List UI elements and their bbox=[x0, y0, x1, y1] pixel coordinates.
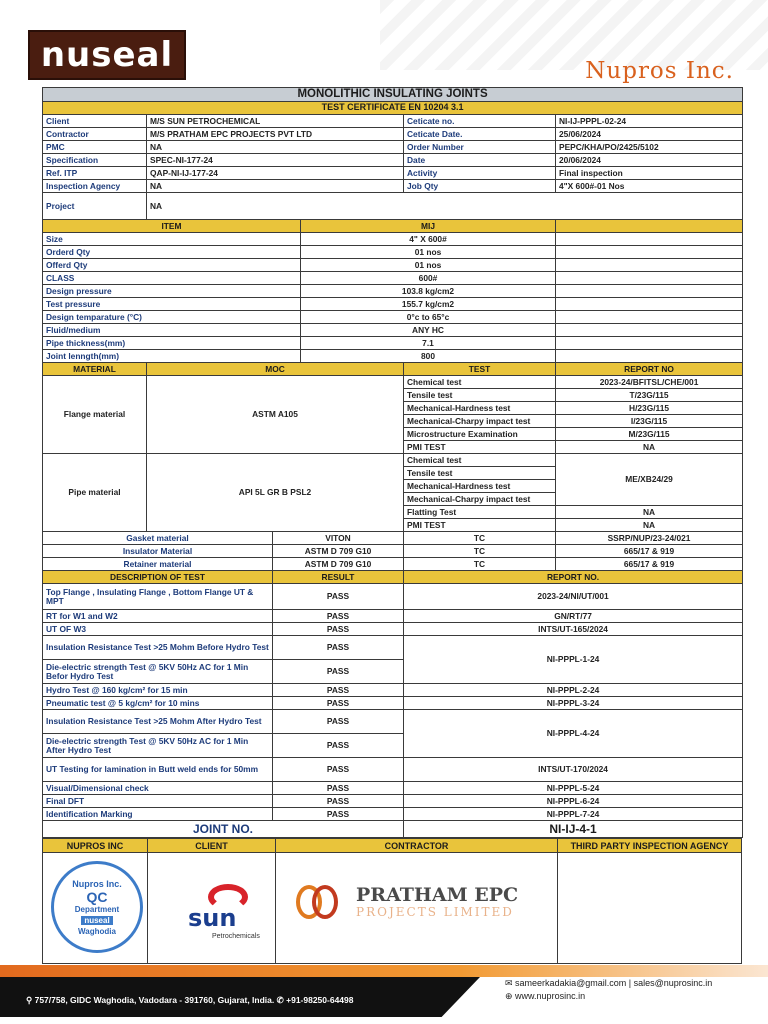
info-row bbox=[43, 128, 743, 141]
test-description: Top Flange , Insulating Flange , Bottom Flange UT & MPT bbox=[43, 584, 273, 610]
info-label: Specification bbox=[43, 154, 147, 167]
test-report: 2023-24/NI/UT/001 bbox=[404, 584, 743, 610]
test-header: TEST bbox=[404, 363, 556, 376]
component-test: TC bbox=[404, 532, 556, 545]
info-value: 25/06/2024 bbox=[556, 128, 743, 141]
item-value: 600# bbox=[301, 272, 556, 285]
subtitle-row bbox=[43, 102, 743, 115]
test-row bbox=[43, 808, 743, 821]
report-no: NA bbox=[556, 519, 743, 532]
test-name: PMI TEST bbox=[404, 519, 556, 532]
item-label: Pipe thickness(mm) bbox=[43, 337, 301, 350]
test-row bbox=[43, 795, 743, 808]
item-label: Design pressure bbox=[43, 285, 301, 298]
item-row bbox=[43, 233, 743, 246]
test-name: Mechanical-Hardness test bbox=[404, 480, 556, 493]
component-test: TC bbox=[404, 545, 556, 558]
info-value: Final inspection bbox=[556, 167, 743, 180]
item-value: 01 nos bbox=[301, 246, 556, 259]
test-report: NI-PPPL-7-24 bbox=[404, 808, 743, 821]
nupros-sign-box bbox=[43, 839, 148, 963]
component-row bbox=[43, 558, 743, 571]
test-name: Flatting Test bbox=[404, 506, 556, 519]
item-row bbox=[43, 259, 743, 272]
test-description: UT OF W3 bbox=[43, 623, 273, 636]
item-label: Joint lenngth(mm) bbox=[43, 350, 301, 363]
joint-value: NI-IJ-4-1 bbox=[404, 821, 743, 838]
test-result: PASS bbox=[273, 734, 404, 758]
component-name: Gasket material bbox=[43, 532, 273, 545]
sun-logo-sub: Petrochemicals bbox=[212, 933, 260, 940]
test-description: RT for W1 and W2 bbox=[43, 610, 273, 623]
footer-stripe bbox=[0, 965, 768, 977]
test-report: NI-PPPL-3-24 bbox=[404, 697, 743, 710]
moc-header: MOC bbox=[147, 363, 404, 376]
blank-cell bbox=[556, 259, 743, 272]
item-label: Fluid/medium bbox=[43, 324, 301, 337]
test-description: Pneumatic test @ 5 kg/cm² for 10 mins bbox=[43, 697, 273, 710]
test-result: PASS bbox=[273, 584, 404, 610]
item-row bbox=[43, 311, 743, 324]
test-description: Visual/Dimensional check bbox=[43, 782, 273, 795]
tpi-sign-header: THIRD PARTY INSPECTION AGENCY bbox=[558, 839, 741, 853]
pipe-material: Pipe material bbox=[43, 454, 147, 532]
contractor-sign-box bbox=[276, 839, 558, 963]
component-report: 665/17 & 919 bbox=[556, 558, 743, 571]
component-report: 665/17 & 919 bbox=[556, 545, 743, 558]
blank-cell bbox=[556, 311, 743, 324]
test-report: GN/RT/77 bbox=[404, 610, 743, 623]
item-row bbox=[43, 324, 743, 337]
blank-cell bbox=[556, 246, 743, 259]
client-sign-header: CLIENT bbox=[148, 839, 275, 853]
report-header: REPORT NO bbox=[556, 363, 743, 376]
contractor-sign-header: CONTRACTOR bbox=[276, 839, 557, 853]
test-name: Tensile test bbox=[404, 389, 556, 402]
info-label: Ref. ITP bbox=[43, 167, 147, 180]
test-result: PASS bbox=[273, 610, 404, 623]
pratham-sub: PROJECTS LIMITED bbox=[356, 904, 514, 919]
test-row bbox=[43, 697, 743, 710]
joint-label: JOINT NO. bbox=[43, 821, 404, 838]
item-value: ANY HC bbox=[301, 324, 556, 337]
report-no: NA bbox=[556, 441, 743, 454]
email-text[interactable]: sameerkadakia@gmail.com | sales@nuprosinc.in bbox=[515, 978, 713, 988]
item-label: Test pressure bbox=[43, 298, 301, 311]
blank-cell bbox=[556, 233, 743, 246]
test-result: PASS bbox=[273, 697, 404, 710]
sun-logo-text: sun bbox=[188, 904, 237, 932]
component-moc: ASTM D 709 G10 bbox=[273, 545, 404, 558]
info-label: Activity bbox=[404, 167, 556, 180]
test-row bbox=[43, 782, 743, 795]
info-label: Contractor bbox=[43, 128, 147, 141]
footer bbox=[0, 965, 768, 1024]
sun-logo bbox=[178, 884, 268, 939]
test-name: Microstructure Examination bbox=[404, 428, 556, 441]
test-description: Final DFT bbox=[43, 795, 273, 808]
item-label: Offerd Qty bbox=[43, 259, 301, 272]
item-label: Orderd Qty bbox=[43, 246, 301, 259]
test-report: NI-PPPL-4-24 bbox=[404, 710, 743, 758]
info-label: Inspection Agency bbox=[43, 180, 147, 193]
stamp-qc: QC bbox=[86, 888, 108, 905]
test-row bbox=[43, 623, 743, 636]
component-moc: VITON bbox=[273, 532, 404, 545]
location-icon: ⚲ bbox=[26, 995, 35, 1005]
test-description: UT Testing for lamination in Butt weld ends for 50mm bbox=[43, 758, 273, 782]
test-report: NI-PPPL-2-24 bbox=[404, 684, 743, 697]
phone-text: +91-98250-64498 bbox=[286, 995, 354, 1005]
test-row bbox=[43, 758, 743, 782]
stamp-text: Nupros Inc. bbox=[72, 878, 122, 889]
item-label: Design temparature (°C) bbox=[43, 311, 301, 324]
item-value: 01 nos bbox=[301, 259, 556, 272]
blank-cell bbox=[556, 272, 743, 285]
doc-title: MONOLITHIC INSULATING JOINTS bbox=[43, 88, 743, 102]
project-row bbox=[43, 193, 743, 220]
brand-name: Nupros Inc. bbox=[585, 58, 734, 84]
certificate-table bbox=[42, 87, 743, 838]
flange-test-row bbox=[43, 376, 743, 389]
info-value: NI-IJ-PPPL-02-24 bbox=[556, 115, 743, 128]
component-test: TC bbox=[404, 558, 556, 571]
item-label: Size bbox=[43, 233, 301, 246]
test-row bbox=[43, 584, 743, 610]
client-sign-box bbox=[148, 839, 276, 963]
item-row bbox=[43, 246, 743, 259]
info-value: 20/06/2024 bbox=[556, 154, 743, 167]
info-value: NA bbox=[147, 180, 404, 193]
blank-cell bbox=[556, 337, 743, 350]
tpi-sign-box bbox=[558, 839, 741, 963]
item-row bbox=[43, 285, 743, 298]
test-result: PASS bbox=[273, 782, 404, 795]
component-report: SSRP/NUP/23-24/021 bbox=[556, 532, 743, 545]
report-header: REPORT NO. bbox=[404, 571, 743, 584]
footer-contact bbox=[505, 977, 712, 1003]
info-label: Order Number bbox=[404, 141, 556, 154]
pipe-test-row bbox=[43, 454, 743, 467]
component-name: Retainer material bbox=[43, 558, 273, 571]
item-value: 4" X 600# bbox=[301, 233, 556, 246]
address-text: 757/758, GIDC Waghodia, Vadodara - 391760, Gujarat, India. bbox=[34, 995, 275, 1005]
item-row bbox=[43, 272, 743, 285]
info-label: PMC bbox=[43, 141, 147, 154]
info-label: Ceticate no. bbox=[404, 115, 556, 128]
test-result: PASS bbox=[273, 808, 404, 821]
report-no: T/23G/115 bbox=[556, 389, 743, 402]
test-description: Insulation Resistance Test >25 Mohm Before Hydro Test bbox=[43, 636, 273, 660]
info-row bbox=[43, 141, 743, 154]
material-header-row bbox=[43, 363, 743, 376]
test-report: NI-PPPL-6-24 bbox=[404, 795, 743, 808]
info-value: NA bbox=[147, 141, 404, 154]
report-no: 2023-24/BFITSL/CHE/001 bbox=[556, 376, 743, 389]
email-icon: ✉ bbox=[505, 978, 516, 988]
pratham-name: PRATHAM EPC bbox=[356, 883, 519, 906]
test-row bbox=[43, 684, 743, 697]
test-name: Tensile test bbox=[404, 467, 556, 480]
blank-cell bbox=[556, 324, 743, 337]
test-result: PASS bbox=[273, 623, 404, 636]
test-name: Mechanical-Hardness test bbox=[404, 402, 556, 415]
pratham-mark-icon bbox=[296, 885, 344, 919]
test-description: Hydro Test @ 160 kg/cm² for 15 min bbox=[43, 684, 273, 697]
phone-icon: ✆ bbox=[276, 995, 287, 1005]
item-value: 7.1 bbox=[301, 337, 556, 350]
flange-material: Flange material bbox=[43, 376, 147, 454]
test-result: PASS bbox=[273, 710, 404, 734]
info-label: Ceticate Date. bbox=[404, 128, 556, 141]
test-name: Chemical test bbox=[404, 376, 556, 389]
report-no: H/23G/115 bbox=[556, 402, 743, 415]
pratham-logo bbox=[296, 885, 518, 919]
test-result: PASS bbox=[273, 636, 404, 660]
test-row bbox=[43, 710, 743, 734]
web-link[interactable]: www.nuprosinc.in bbox=[515, 991, 586, 1001]
project-label: Project bbox=[43, 193, 147, 220]
test-name: Mechanical-Charpy impact test bbox=[404, 493, 556, 506]
pipe-moc: API 5L GR B PSL2 bbox=[147, 454, 404, 532]
test-row bbox=[43, 636, 743, 660]
test-name: Mechanical-Charpy impact test bbox=[404, 415, 556, 428]
item-value: 0°c to 65°c bbox=[301, 311, 556, 324]
stamp-place: Waghodia bbox=[78, 926, 116, 936]
info-row bbox=[43, 154, 743, 167]
item-row bbox=[43, 350, 743, 363]
test-description: Insulation Resistance Test >25 Mohm After Hydro Test bbox=[43, 710, 273, 734]
item-row bbox=[43, 337, 743, 350]
test-description: Die-electric strength Test @ 5KV 50Hz AC for 1 Min After Hydro Test bbox=[43, 734, 273, 758]
test-description: Die-electric strength Test @ 5KV 50Hz AC for 1 Min Befor Hydro Test bbox=[43, 660, 273, 684]
blank-cell bbox=[556, 285, 743, 298]
component-moc: ASTM D 709 G10 bbox=[273, 558, 404, 571]
title-row bbox=[43, 88, 743, 102]
blank-cell bbox=[556, 298, 743, 311]
test-report: INTS/UT-165/2024 bbox=[404, 623, 743, 636]
item-label: CLASS bbox=[43, 272, 301, 285]
qc-stamp bbox=[51, 861, 143, 953]
test-report: INTS/UT-170/2024 bbox=[404, 758, 743, 782]
info-value: QAP-NI-IJ-177-24 bbox=[147, 167, 404, 180]
component-row bbox=[43, 545, 743, 558]
nuseal-logo: nuseal bbox=[28, 30, 186, 80]
component-row bbox=[43, 532, 743, 545]
report-no: M/23G/115 bbox=[556, 428, 743, 441]
item-value: 103.8 kg/cm2 bbox=[301, 285, 556, 298]
test-report: NI-PPPL-5-24 bbox=[404, 782, 743, 795]
item-row bbox=[43, 298, 743, 311]
info-label: Date bbox=[404, 154, 556, 167]
test-result: PASS bbox=[273, 758, 404, 782]
info-row bbox=[43, 180, 743, 193]
project-value: NA bbox=[147, 193, 743, 220]
info-row bbox=[43, 167, 743, 180]
report-no: ME/XB24/29 bbox=[556, 454, 743, 506]
doc-subtitle: TEST CERTIFICATE EN 10204 3.1 bbox=[43, 102, 743, 115]
test-report: NI-PPPL-1-24 bbox=[404, 636, 743, 684]
web-icon: ⊕ bbox=[505, 991, 516, 1001]
test-result: PASS bbox=[273, 684, 404, 697]
signature-section bbox=[42, 838, 742, 964]
footer-address bbox=[26, 995, 353, 1006]
report-no: I/23G/115 bbox=[556, 415, 743, 428]
item-value: 155.7 kg/cm2 bbox=[301, 298, 556, 311]
item-header-row bbox=[43, 220, 743, 233]
test-row bbox=[43, 610, 743, 623]
test-result: PASS bbox=[273, 660, 404, 684]
item-header: ITEM bbox=[43, 220, 301, 233]
test-description: Identification Marking bbox=[43, 808, 273, 821]
item-value: 800 bbox=[301, 350, 556, 363]
info-value: SPEC-NI-177-24 bbox=[147, 154, 404, 167]
test-name: PMI TEST bbox=[404, 441, 556, 454]
component-name: Insulator Material bbox=[43, 545, 273, 558]
blank-header bbox=[556, 220, 743, 233]
blank-cell bbox=[556, 350, 743, 363]
stamp-dept: Department bbox=[74, 904, 120, 914]
joint-row bbox=[43, 821, 743, 838]
info-value: PEPC/KHA/PO/2425/5102 bbox=[556, 141, 743, 154]
info-value: M/S SUN PETROCHEMICAL bbox=[147, 115, 404, 128]
stamp-logo: nuseal bbox=[81, 916, 112, 925]
nupros-sign-header: NUPROS INC bbox=[43, 839, 147, 853]
desc-header-row bbox=[43, 571, 743, 584]
test-name: Chemical test bbox=[404, 454, 556, 467]
result-header: RESULT bbox=[273, 571, 404, 584]
report-no: NA bbox=[556, 506, 743, 519]
info-row bbox=[43, 115, 743, 128]
mij-header: MIJ bbox=[301, 220, 556, 233]
test-result: PASS bbox=[273, 795, 404, 808]
info-label: Job Qty bbox=[404, 180, 556, 193]
desc-header: DESCRIPTION OF TEST bbox=[43, 571, 273, 584]
info-value: 4"X 600#-01 Nos bbox=[556, 180, 743, 193]
info-label: Client bbox=[43, 115, 147, 128]
material-header: MATERIAL bbox=[43, 363, 147, 376]
info-value: M/S PRATHAM EPC PROJECTS PVT LTD bbox=[147, 128, 404, 141]
flange-moc: ASTM A105 bbox=[147, 376, 404, 454]
